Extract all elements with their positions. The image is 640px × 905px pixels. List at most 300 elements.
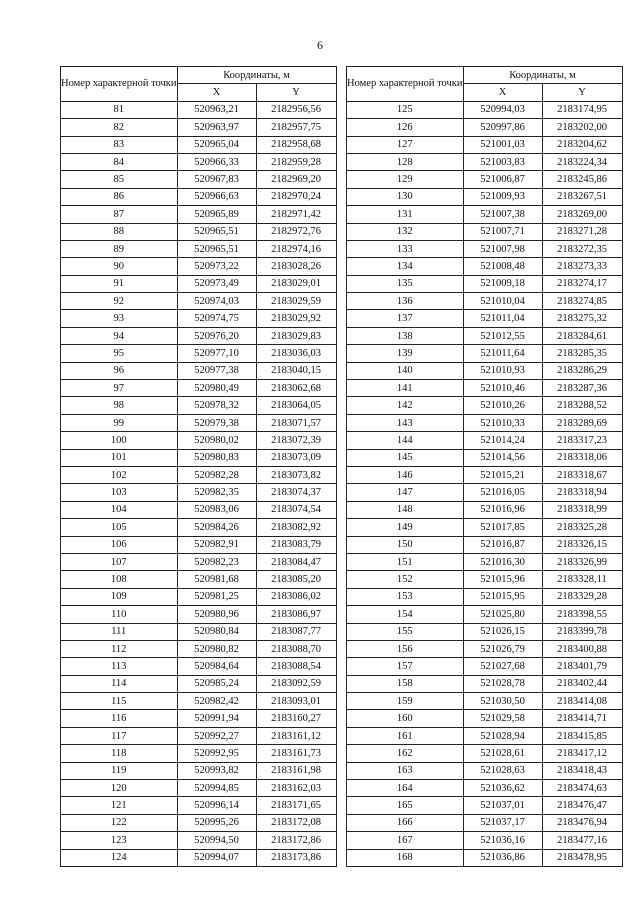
point-number-cell: 113: [61, 658, 178, 675]
x-coordinate-cell: 520965,89: [177, 206, 256, 223]
point-number-cell: 94: [61, 327, 178, 344]
header-x: X: [463, 84, 542, 101]
x-coordinate-cell: 520992,95: [177, 745, 256, 762]
y-coordinate-cell: 2183083,79: [256, 536, 336, 553]
y-coordinate-cell: 2183029,59: [256, 293, 336, 310]
y-coordinate-cell: 2183204,62: [542, 136, 622, 153]
y-coordinate-cell: 2183398,55: [542, 606, 622, 623]
table-row: [347, 797, 623, 814]
point-number-cell: 118: [61, 745, 178, 762]
point-number-cell: 156: [347, 640, 464, 657]
y-coordinate-cell: 2182971,42: [256, 206, 336, 223]
table-row: [61, 797, 337, 814]
table-row: [61, 727, 337, 744]
point-number-cell: 150: [347, 536, 464, 553]
y-coordinate-cell: 2182972,76: [256, 223, 336, 240]
x-coordinate-cell: 520995,26: [177, 814, 256, 831]
y-coordinate-cell: 2183202,00: [542, 119, 622, 136]
y-coordinate-cell: 2183269,00: [542, 206, 622, 223]
point-number-cell: 121: [61, 797, 178, 814]
y-coordinate-cell: 2182958,68: [256, 136, 336, 153]
y-coordinate-cell: 2183172,86: [256, 832, 336, 849]
y-coordinate-cell: 2183092,59: [256, 675, 336, 692]
y-coordinate-cell: 2183476,94: [542, 814, 622, 831]
y-coordinate-cell: 2183086,02: [256, 588, 336, 605]
table-row: [347, 658, 623, 675]
table-row: [61, 275, 337, 292]
point-number-cell: 139: [347, 345, 464, 362]
table-row: [61, 101, 337, 118]
y-coordinate-cell: 2183224,34: [542, 153, 622, 170]
point-number-cell: 137: [347, 310, 464, 327]
x-coordinate-cell: 520980,84: [177, 623, 256, 640]
x-coordinate-cell: 520980,83: [177, 449, 256, 466]
x-coordinate-cell: 520982,28: [177, 466, 256, 483]
table-row: [347, 101, 623, 118]
x-coordinate-cell: 521010,93: [463, 362, 542, 379]
point-number-cell: 122: [61, 814, 178, 831]
point-number-cell: 143: [347, 414, 464, 431]
table-row: [347, 258, 623, 275]
x-coordinate-cell: 520994,85: [177, 780, 256, 797]
y-coordinate-cell: 2183318,94: [542, 484, 622, 501]
y-coordinate-cell: 2183029,01: [256, 275, 336, 292]
table-row: [347, 762, 623, 779]
y-coordinate-cell: 2183474,63: [542, 780, 622, 797]
x-coordinate-cell: 521001,03: [463, 136, 542, 153]
point-number-cell: 97: [61, 380, 178, 397]
x-coordinate-cell: 521006,87: [463, 171, 542, 188]
y-coordinate-cell: 2183414,08: [542, 693, 622, 710]
point-number-cell: 132: [347, 223, 464, 240]
y-coordinate-cell: 2183071,57: [256, 414, 336, 431]
y-coordinate-cell: 2183274,17: [542, 275, 622, 292]
y-coordinate-cell: 2183172,08: [256, 814, 336, 831]
table-row: [347, 745, 623, 762]
x-coordinate-cell: 520963,21: [177, 101, 256, 118]
point-number-cell: 151: [347, 553, 464, 570]
x-coordinate-cell: 521028,78: [463, 675, 542, 692]
y-coordinate-cell: 2183325,28: [542, 519, 622, 536]
y-coordinate-cell: 2183040,15: [256, 362, 336, 379]
y-coordinate-cell: 2183399,78: [542, 623, 622, 640]
x-coordinate-cell: 520978,32: [177, 397, 256, 414]
point-number-cell: 158: [347, 675, 464, 692]
point-number-cell: 138: [347, 327, 464, 344]
header-point-number: Номер характерной точки: [347, 67, 464, 102]
point-number-cell: 126: [347, 119, 464, 136]
point-number-cell: 85: [61, 171, 178, 188]
x-coordinate-cell: 520966,33: [177, 153, 256, 170]
table-row: [61, 675, 337, 692]
point-number-cell: 120: [61, 780, 178, 797]
x-coordinate-cell: 520983,06: [177, 501, 256, 518]
table-row: [347, 136, 623, 153]
table-row: [61, 780, 337, 797]
table-row: [347, 275, 623, 292]
table-row: [347, 710, 623, 727]
point-number-cell: 130: [347, 188, 464, 205]
y-coordinate-cell: 2183287,36: [542, 380, 622, 397]
y-coordinate-cell: 2183318,67: [542, 466, 622, 483]
header-coordinates: Координаты, м: [177, 67, 336, 84]
point-number-cell: 109: [61, 588, 178, 605]
y-coordinate-cell: 2183401,79: [542, 658, 622, 675]
header-coordinates: Координаты, м: [463, 67, 622, 84]
table-row: [347, 153, 623, 170]
point-number-cell: 103: [61, 484, 178, 501]
x-coordinate-cell: 520981,25: [177, 588, 256, 605]
point-number-cell: 124: [61, 849, 178, 866]
y-coordinate-cell: 2183273,33: [542, 258, 622, 275]
point-number-cell: 102: [61, 466, 178, 483]
table-row: [347, 327, 623, 344]
y-coordinate-cell: 2183074,37: [256, 484, 336, 501]
y-coordinate-cell: 2183245,86: [542, 171, 622, 188]
x-coordinate-cell: 520980,96: [177, 606, 256, 623]
y-coordinate-cell: 2183084,47: [256, 553, 336, 570]
x-coordinate-cell: 520982,91: [177, 536, 256, 553]
x-coordinate-cell: 520963,97: [177, 119, 256, 136]
y-coordinate-cell: 2183161,12: [256, 727, 336, 744]
x-coordinate-cell: 520982,23: [177, 553, 256, 570]
point-number-cell: 101: [61, 449, 178, 466]
y-coordinate-cell: 2183160,27: [256, 710, 336, 727]
y-coordinate-cell: 2183418,43: [542, 762, 622, 779]
y-coordinate-cell: 2183073,09: [256, 449, 336, 466]
x-coordinate-cell: 520992,27: [177, 727, 256, 744]
y-coordinate-cell: 2183417,12: [542, 745, 622, 762]
y-coordinate-cell: 2183329,28: [542, 588, 622, 605]
x-coordinate-cell: 521009,18: [463, 275, 542, 292]
table-row: [61, 310, 337, 327]
y-coordinate-cell: 2183274,85: [542, 293, 622, 310]
point-number-cell: 99: [61, 414, 178, 431]
table-row: [347, 362, 623, 379]
y-coordinate-cell: 2183286,29: [542, 362, 622, 379]
table-row: [347, 675, 623, 692]
x-coordinate-cell: 521011,04: [463, 310, 542, 327]
point-number-cell: 163: [347, 762, 464, 779]
x-coordinate-cell: 521036,62: [463, 780, 542, 797]
y-coordinate-cell: 2183162,03: [256, 780, 336, 797]
point-number-cell: 89: [61, 240, 178, 257]
point-number-cell: 81: [61, 101, 178, 118]
table-row: [61, 414, 337, 431]
y-coordinate-cell: 2183161,73: [256, 745, 336, 762]
x-coordinate-cell: 521015,95: [463, 588, 542, 605]
x-coordinate-cell: 521016,05: [463, 484, 542, 501]
x-coordinate-cell: 520994,07: [177, 849, 256, 866]
table-row: [347, 484, 623, 501]
point-number-cell: 111: [61, 623, 178, 640]
table-row: [61, 710, 337, 727]
table-row: [347, 206, 623, 223]
x-coordinate-cell: 520974,03: [177, 293, 256, 310]
x-coordinate-cell: 520973,22: [177, 258, 256, 275]
y-coordinate-cell: 2183072,39: [256, 432, 336, 449]
table-row: [347, 171, 623, 188]
table-row: [61, 380, 337, 397]
y-coordinate-cell: 2182974,16: [256, 240, 336, 257]
table-row: [61, 119, 337, 136]
point-number-cell: 164: [347, 780, 464, 797]
x-coordinate-cell: 521025,80: [463, 606, 542, 623]
y-coordinate-cell: 2183326,99: [542, 553, 622, 570]
point-number-cell: 87: [61, 206, 178, 223]
header-y: Y: [256, 84, 336, 101]
point-number-cell: 155: [347, 623, 464, 640]
x-coordinate-cell: 520993,82: [177, 762, 256, 779]
point-number-cell: 117: [61, 727, 178, 744]
table-row: [61, 519, 337, 536]
point-number-cell: 83: [61, 136, 178, 153]
y-coordinate-cell: 2183062,68: [256, 380, 336, 397]
x-coordinate-cell: 521028,63: [463, 762, 542, 779]
x-coordinate-cell: 520974,75: [177, 310, 256, 327]
y-coordinate-cell: 2183271,28: [542, 223, 622, 240]
table-row: [347, 623, 623, 640]
x-coordinate-cell: 520984,26: [177, 519, 256, 536]
y-coordinate-cell: 2183093,01: [256, 693, 336, 710]
y-coordinate-cell: 2183087,77: [256, 623, 336, 640]
table-row: [347, 832, 623, 849]
table-row: [61, 693, 337, 710]
point-number-cell: 161: [347, 727, 464, 744]
y-coordinate-cell: 2183161,98: [256, 762, 336, 779]
x-coordinate-cell: 521029,58: [463, 710, 542, 727]
table-row: [61, 345, 337, 362]
point-number-cell: 90: [61, 258, 178, 275]
x-coordinate-cell: 520977,38: [177, 362, 256, 379]
y-coordinate-cell: 2182959,28: [256, 153, 336, 170]
point-number-cell: 116: [61, 710, 178, 727]
table-row: [347, 606, 623, 623]
x-coordinate-cell: 520994,03: [463, 101, 542, 118]
table-row: [347, 397, 623, 414]
point-number-cell: 119: [61, 762, 178, 779]
point-number-cell: 84: [61, 153, 178, 170]
y-coordinate-cell: 2183400,88: [542, 640, 622, 657]
table-row: [61, 397, 337, 414]
point-number-cell: 131: [347, 206, 464, 223]
y-coordinate-cell: 2183174,95: [542, 101, 622, 118]
header-x: X: [177, 84, 256, 101]
point-number-cell: 140: [347, 362, 464, 379]
y-coordinate-cell: 2183328,11: [542, 571, 622, 588]
x-coordinate-cell: 521014,56: [463, 449, 542, 466]
point-number-cell: 129: [347, 171, 464, 188]
x-coordinate-cell: 521007,38: [463, 206, 542, 223]
table-row: [347, 414, 623, 431]
y-coordinate-cell: 2183088,54: [256, 658, 336, 675]
table-row: [61, 240, 337, 257]
point-number-cell: 162: [347, 745, 464, 762]
x-coordinate-cell: 520977,10: [177, 345, 256, 362]
y-coordinate-cell: 2183414,71: [542, 710, 622, 727]
x-coordinate-cell: 520979,38: [177, 414, 256, 431]
table-row: [61, 814, 337, 831]
point-number-cell: 91: [61, 275, 178, 292]
table-row: [61, 223, 337, 240]
y-coordinate-cell: 2183284,61: [542, 327, 622, 344]
point-number-cell: 167: [347, 832, 464, 849]
x-coordinate-cell: 521028,61: [463, 745, 542, 762]
point-number-cell: 147: [347, 484, 464, 501]
y-coordinate-cell: 2183415,85: [542, 727, 622, 744]
table-row: [61, 188, 337, 205]
table-row: [347, 536, 623, 553]
table-row: [61, 449, 337, 466]
point-number-cell: 92: [61, 293, 178, 310]
page-number: 6: [317, 38, 323, 52]
table-row: [347, 119, 623, 136]
x-coordinate-cell: 520996,14: [177, 797, 256, 814]
y-coordinate-cell: 2183064,05: [256, 397, 336, 414]
table-row: [347, 640, 623, 657]
y-coordinate-cell: 2182969,20: [256, 171, 336, 188]
table-row: [347, 519, 623, 536]
x-coordinate-cell: 521015,96: [463, 571, 542, 588]
table-row: [61, 258, 337, 275]
x-coordinate-cell: 520965,51: [177, 240, 256, 257]
table-row: [61, 849, 337, 866]
y-coordinate-cell: 2183267,51: [542, 188, 622, 205]
table-row: [61, 153, 337, 170]
y-coordinate-cell: 2182956,56: [256, 101, 336, 118]
point-number-cell: 105: [61, 519, 178, 536]
table-row: [347, 240, 623, 257]
x-coordinate-cell: 520994,50: [177, 832, 256, 849]
x-coordinate-cell: 521026,79: [463, 640, 542, 657]
point-number-cell: 112: [61, 640, 178, 657]
point-number-cell: 125: [347, 101, 464, 118]
x-coordinate-cell: 521010,26: [463, 397, 542, 414]
point-number-cell: 93: [61, 310, 178, 327]
x-coordinate-cell: 521016,30: [463, 553, 542, 570]
table-row: [347, 449, 623, 466]
point-number-cell: 134: [347, 258, 464, 275]
point-number-cell: 154: [347, 606, 464, 623]
table-row: [61, 484, 337, 501]
x-coordinate-cell: 520982,35: [177, 484, 256, 501]
x-coordinate-cell: 521010,04: [463, 293, 542, 310]
point-number-cell: 88: [61, 223, 178, 240]
y-coordinate-cell: 2183272,35: [542, 240, 622, 257]
table-row: [61, 762, 337, 779]
x-coordinate-cell: 520997,86: [463, 119, 542, 136]
point-number-cell: 128: [347, 153, 464, 170]
point-number-cell: 123: [61, 832, 178, 849]
table-row: [61, 536, 337, 553]
point-number-cell: 107: [61, 553, 178, 570]
x-coordinate-cell: 520980,02: [177, 432, 256, 449]
x-coordinate-cell: 521003,83: [463, 153, 542, 170]
y-coordinate-cell: 2183326,15: [542, 536, 622, 553]
x-coordinate-cell: 520985,24: [177, 675, 256, 692]
x-coordinate-cell: 521011,64: [463, 345, 542, 362]
table-row: [347, 293, 623, 310]
x-coordinate-cell: 520967,83: [177, 171, 256, 188]
table-row: [347, 466, 623, 483]
x-coordinate-cell: 521016,96: [463, 501, 542, 518]
table-row: [61, 136, 337, 153]
y-coordinate-cell: 2183171,65: [256, 797, 336, 814]
table-row: [61, 171, 337, 188]
y-coordinate-cell: 2183029,92: [256, 310, 336, 327]
table-row: [61, 640, 337, 657]
x-coordinate-cell: 520973,49: [177, 275, 256, 292]
table-row: [61, 327, 337, 344]
table-row: [347, 571, 623, 588]
y-coordinate-cell: 2183088,70: [256, 640, 336, 657]
table-row: [347, 553, 623, 570]
point-number-cell: 144: [347, 432, 464, 449]
table-row: [61, 832, 337, 849]
table-row: [61, 745, 337, 762]
point-number-cell: 100: [61, 432, 178, 449]
x-coordinate-cell: 521026,15: [463, 623, 542, 640]
table-row: [61, 623, 337, 640]
x-coordinate-cell: 521036,16: [463, 832, 542, 849]
coordinates-table-left: [60, 66, 337, 867]
table-row: [347, 849, 623, 866]
x-coordinate-cell: 520982,42: [177, 693, 256, 710]
point-number-cell: 95: [61, 345, 178, 362]
x-coordinate-cell: 521015,21: [463, 466, 542, 483]
table-row: [61, 293, 337, 310]
x-coordinate-cell: 521014,24: [463, 432, 542, 449]
table-row: [347, 223, 623, 240]
table-row: [61, 432, 337, 449]
y-coordinate-cell: 2183289,69: [542, 414, 622, 431]
point-number-cell: 148: [347, 501, 464, 518]
x-coordinate-cell: 520980,49: [177, 380, 256, 397]
point-number-cell: 115: [61, 693, 178, 710]
y-coordinate-cell: 2183318,06: [542, 449, 622, 466]
table-row: [61, 501, 337, 518]
point-number-cell: 135: [347, 275, 464, 292]
table-row: [347, 588, 623, 605]
point-number-cell: 157: [347, 658, 464, 675]
y-coordinate-cell: 2183073,82: [256, 466, 336, 483]
point-number-cell: 160: [347, 710, 464, 727]
point-number-cell: 141: [347, 380, 464, 397]
y-coordinate-cell: 2183288,52: [542, 397, 622, 414]
point-number-cell: 142: [347, 397, 464, 414]
x-coordinate-cell: 521008,48: [463, 258, 542, 275]
point-number-cell: 145: [347, 449, 464, 466]
y-coordinate-cell: 2183028,26: [256, 258, 336, 275]
point-number-cell: 96: [61, 362, 178, 379]
point-number-cell: 159: [347, 693, 464, 710]
point-number-cell: 136: [347, 293, 464, 310]
x-coordinate-cell: 521016,87: [463, 536, 542, 553]
coordinates-table-right: [346, 66, 623, 867]
table-row: [61, 658, 337, 675]
point-number-cell: 168: [347, 849, 464, 866]
x-coordinate-cell: 521007,98: [463, 240, 542, 257]
x-coordinate-cell: 520965,04: [177, 136, 256, 153]
x-coordinate-cell: 521028,94: [463, 727, 542, 744]
table-row: [347, 693, 623, 710]
y-coordinate-cell: 2182970,24: [256, 188, 336, 205]
y-coordinate-cell: 2183082,92: [256, 519, 336, 536]
point-number-cell: 149: [347, 519, 464, 536]
y-coordinate-cell: 2183477,16: [542, 832, 622, 849]
y-coordinate-cell: 2183086,97: [256, 606, 336, 623]
point-number-cell: 106: [61, 536, 178, 553]
